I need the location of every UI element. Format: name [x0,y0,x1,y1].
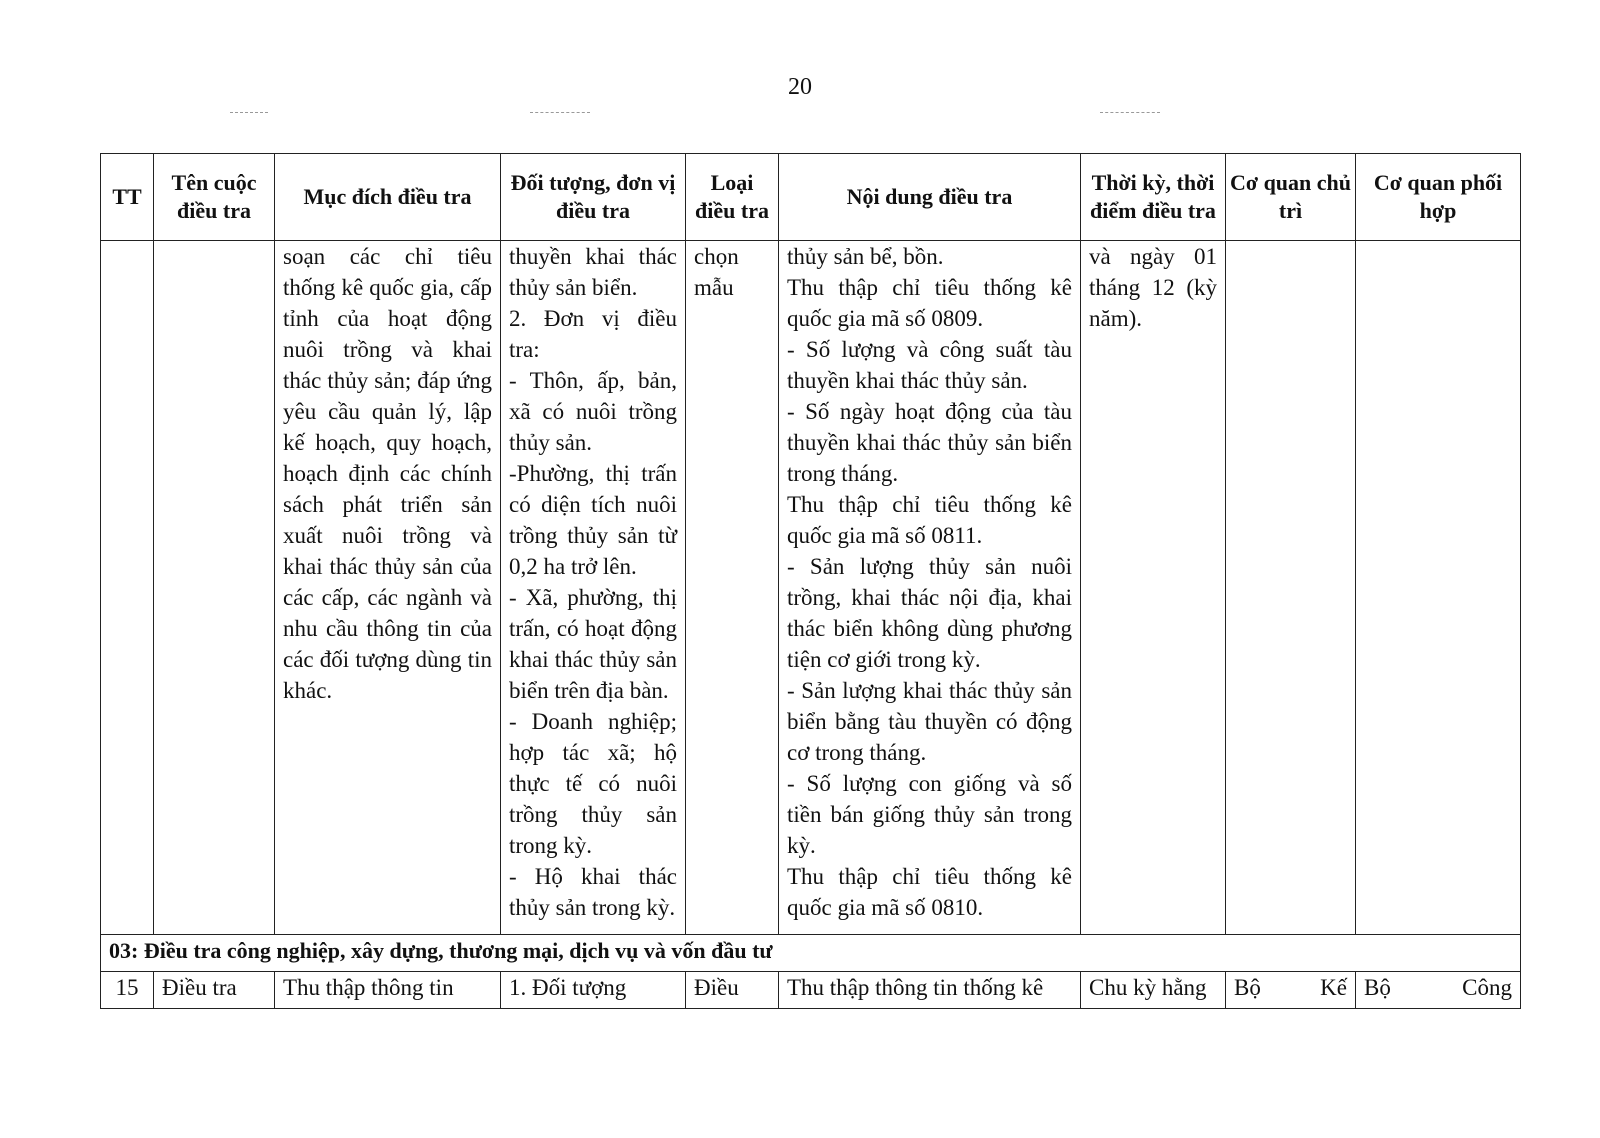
lead-agency-word: Bộ [1234,975,1261,1000]
header-period: Thời kỳ, thời điểm điều tra [1081,154,1226,241]
subject-line: thuyền khai thác thủy sản biển. [509,244,677,300]
cell-survey-type: Điều [686,972,779,1009]
content-line: - Sản lượng khai thác thủy sản biển bằng tàu thuyền có động cơ trong tháng. [787,678,1072,765]
header-purpose: Mục đích điều tra [275,154,501,241]
subject-line: - Xã, phường, thị trấn, có hoạt động khai thác thủy sản biển trên địa bàn. [509,585,677,703]
header-row [101,154,1521,241]
table-row [101,972,1521,1009]
cell-content [779,241,1081,935]
table-row [101,241,1521,935]
section-heading: 03: Điều tra công nghiệp, xây dựng, thương mại, dịch vụ và vốn đầu tư [101,935,1521,972]
content-line: thủy sản bể, bồn. [787,244,944,269]
lead-agency-word: Kế [1320,975,1347,1000]
subject-line: 2. Đơn vị điều tra: [509,306,677,362]
subject-line: - Doanh nghiệp; hợp tác xã; hộ thực tế có nuôi trồng thủy sản trong kỳ. [509,709,677,858]
cell-subject-unit [501,241,686,935]
cell-content: Thu thập thông tin thống kê [779,972,1081,1009]
cell-coop-agency [1356,972,1521,1009]
cell-period: Chu kỳ hằng [1081,972,1226,1009]
cell-survey-name [154,241,275,935]
survey-table [100,153,1521,1009]
cell-purpose: soạn các chỉ tiêu thống kê quốc gia, cấp tỉnh của hoạt động nuôi trồng và khai thác thủy sản; đáp ứng yêu cầu quản lý, lập kế hoạch, quy hoạch, hoạch định các chính sách phát triển sản xuất nuôi trồng và khai thác thủy sản của các cấp, các ngành và nhu cầu thông tin của các đối tượng dùng tin khác. [275,241,501,935]
coop-agency-word: Công [1462,975,1512,1000]
header-tt: TT [101,154,154,241]
content-line: Thu thập chỉ tiêu thống kê quốc gia mã số 0809. [787,275,1072,331]
subject-line: - Thôn, ấp, bản, xã có nuôi trồng thủy sản. [509,368,677,455]
subject-line: - Hộ khai thác thủy sản trong kỳ. [509,864,677,920]
cell-subject-unit: 1. Đối tượng [501,972,686,1009]
cell-coop-agency [1356,241,1521,935]
header-content: Nội dung điều tra [779,154,1081,241]
content-line: - Số lượng con giống và số tiền bán giống thủy sản trong kỳ. [787,771,1072,858]
cell-survey-type: chọn mẫu [686,241,779,935]
header-lead-agency: Cơ quan chủ trì [1226,154,1356,241]
header-coop-agency: Cơ quan phối hợp [1356,154,1521,241]
cell-purpose: Thu thập thông tin [275,972,501,1009]
header-subject-unit: Đối tượng, đơn vị điều tra [501,154,686,241]
page-number: 20 [788,74,812,100]
cell-tt: 15 [101,972,154,1009]
content-line: - Số lượng và công suất tàu thuyền khai thác thủy sản. [787,337,1072,393]
content-line: - Sản lượng thủy sản nuôi trồng, khai thác nội địa, khai thác biển không dùng phương tiện cơ giới trong kỳ. [787,554,1072,672]
cell-lead-agency [1226,241,1356,935]
section-heading-row [101,935,1521,972]
content-line: Thu thập chỉ tiêu thống kê quốc gia mã số 0811. [787,492,1072,548]
cell-period: và ngày 01 tháng 12 (kỳ năm). [1081,241,1226,935]
scan-artifact-line [0,112,1600,118]
header-survey-type: Loại điều tra [686,154,779,241]
subject-line: -Phường, thị trấn có diện tích nuôi trồng thủy sản từ 0,2 ha trở lên. [509,461,677,579]
cell-tt [101,241,154,935]
content-line: - Số ngày hoạt động của tàu thuyền khai thác thủy sản biển trong tháng. [787,399,1072,486]
header-survey-name: Tên cuộc điều tra [154,154,275,241]
content-line: Thu thập chỉ tiêu thống kê quốc gia mã số 0810. [787,864,1072,920]
cell-lead-agency [1226,972,1356,1009]
cell-survey-name: Điều tra [154,972,275,1009]
coop-agency-word: Bộ [1364,975,1391,1000]
